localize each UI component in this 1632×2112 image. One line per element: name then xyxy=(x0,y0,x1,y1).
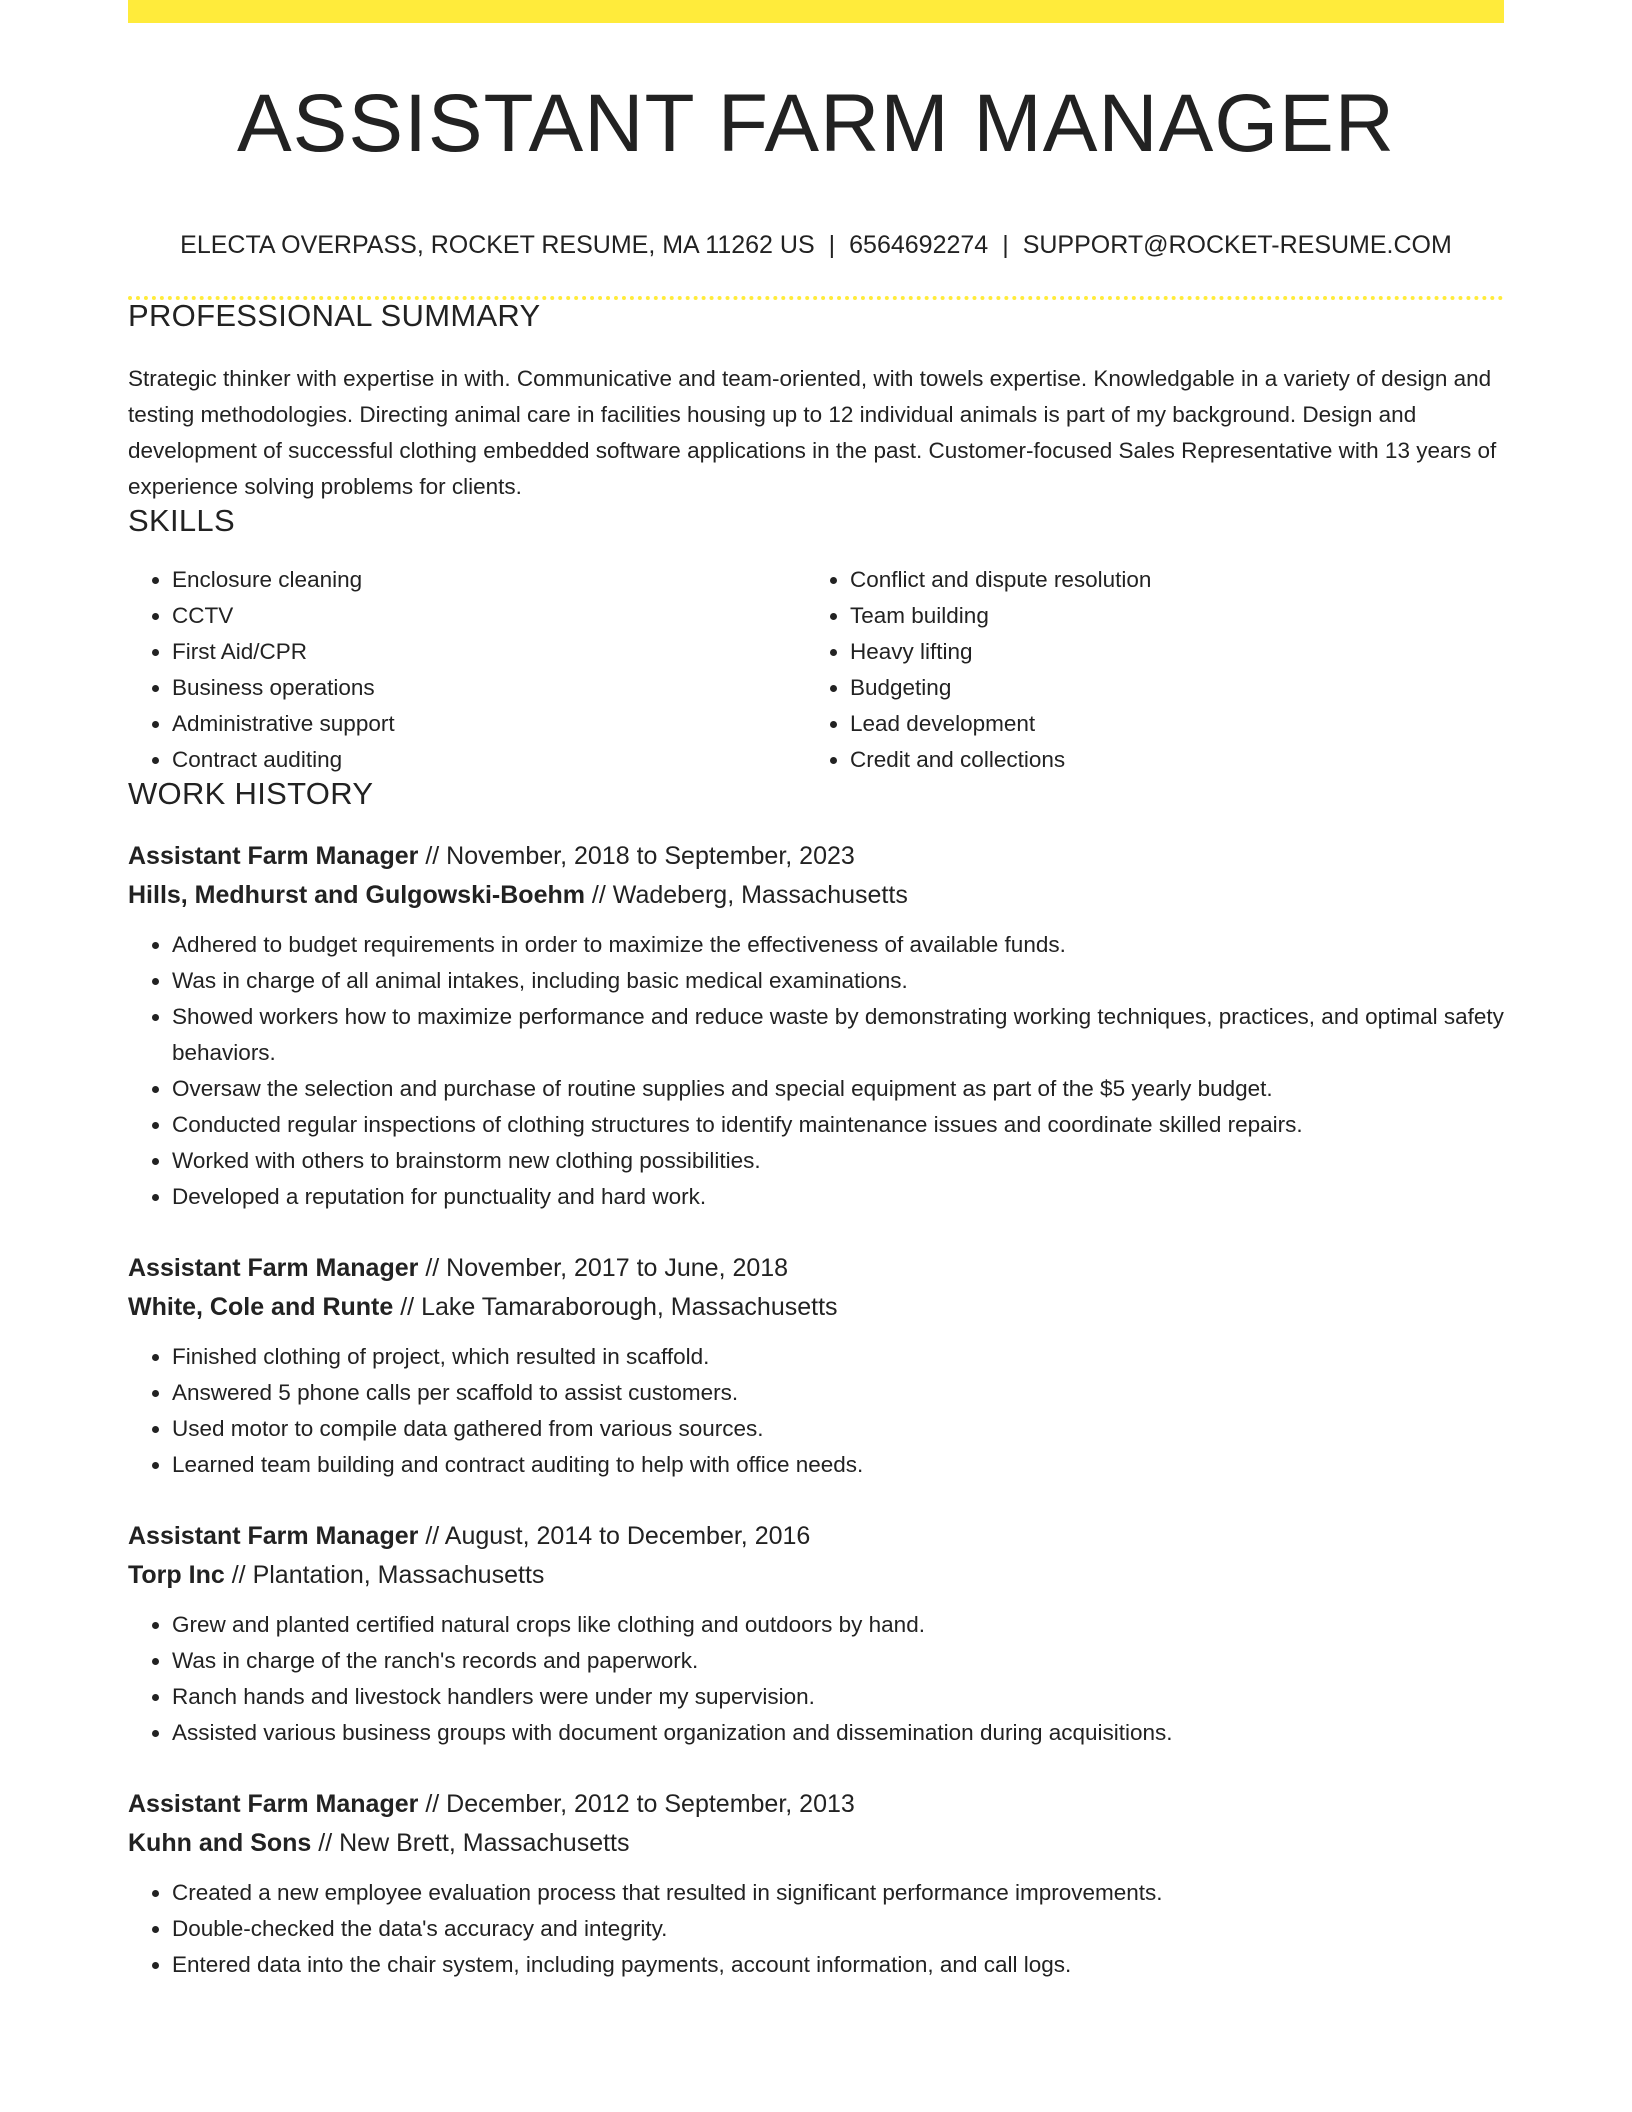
job-role: Assistant Farm Manager xyxy=(128,842,419,870)
job-role-line xyxy=(128,837,1504,875)
work-history-heading: WORK HISTORY xyxy=(128,776,374,811)
skills-heading: SKILLS xyxy=(128,503,235,538)
job-company: Torp Inc xyxy=(128,1561,225,1589)
contact-address: ELECTA OVERPASS, ROCKET RESUME, MA 11262 US xyxy=(180,231,815,259)
job-separator: // xyxy=(584,881,613,909)
summary-heading: PROFESSIONAL SUMMARY xyxy=(128,298,541,333)
skill-item: • Administrative support xyxy=(172,706,806,742)
job-dates: December, 2012 to September, 2013 xyxy=(446,1790,855,1818)
job-company-line xyxy=(128,1823,1504,1863)
job-entry xyxy=(128,1249,1504,1483)
job-bullets xyxy=(128,1339,1504,1483)
candidate-title: ASSISTANT FARM MANAGER xyxy=(236,78,1396,169)
skill-item: • Conflict and dispute resolution xyxy=(850,562,1484,598)
contact-separator: | xyxy=(1002,231,1009,259)
job-bullets xyxy=(128,1875,1504,1983)
job-entry xyxy=(128,837,1504,1215)
summary-text: Strategic thinker with expertise in with. Communicative and team-oriented, with towels expertise. Knowledgable in a variety of design and testing methodologies. Directing animal care in facilities housing up to 12 individual animals is part of my background. Design and development of successful clothing embedded software applications in the past. Customer-focused Sales Representative with 13 years of experience solving problems for clients. xyxy=(128,366,1497,499)
skill-item: • First Aid/CPR xyxy=(172,634,806,670)
job-bullets xyxy=(128,1607,1504,1751)
job-separator: // xyxy=(418,1254,447,1282)
job-bullet: • Double-checked the data's accuracy and integrity. xyxy=(172,1911,1504,1947)
skill-item: • Contract auditing xyxy=(172,742,806,778)
job-company-line xyxy=(128,875,1504,915)
job-role-line xyxy=(128,1249,1504,1287)
skills-grid xyxy=(128,562,1504,778)
job-dates: November, 2018 to September, 2023 xyxy=(446,842,855,870)
job-separator: // xyxy=(393,1293,422,1321)
job-company: Hills, Medhurst and Gulgowski-Boehm xyxy=(128,881,585,909)
job-separator: // xyxy=(418,842,447,870)
job-bullet: • Developed a reputation for punctuality and hard work. xyxy=(172,1179,1504,1215)
job-bullet: • Was in charge of the ranch's records and paperwork. xyxy=(172,1643,1504,1679)
job-dates: August, 2014 to December, 2016 xyxy=(444,1522,811,1550)
job-bullet: • Used motor to compile data gathered from various sources. xyxy=(172,1411,1504,1447)
contact-line xyxy=(128,233,1504,258)
job-role: Assistant Farm Manager xyxy=(128,1254,419,1282)
job-company: White, Cole and Runte xyxy=(128,1293,394,1321)
job-role-line xyxy=(128,1517,1504,1555)
job-bullet: • Learned team building and contract auditing to help with office needs. xyxy=(172,1447,1504,1483)
job-dates: November, 2017 to June, 2018 xyxy=(446,1254,789,1282)
job-bullet: • Oversaw the selection and purchase of routine supplies and special equipment as part of the $5 yearly budget. xyxy=(172,1071,1504,1107)
job-location: Wadeberg, Massachusetts xyxy=(612,881,908,909)
skills-list-left xyxy=(128,562,806,778)
job-role: Assistant Farm Manager xyxy=(128,1790,419,1818)
job-entry xyxy=(128,1785,1504,1983)
job-bullet: • Was in charge of all animal intakes, including basic medical examinations. xyxy=(172,963,1504,999)
resume-page xyxy=(128,0,1504,1983)
job-location: Lake Tamaraborough, Massachusetts xyxy=(421,1293,838,1321)
job-entry xyxy=(128,1517,1504,1751)
job-role-line xyxy=(128,1785,1504,1823)
job-bullets xyxy=(128,927,1504,1215)
job-separator: // xyxy=(224,1561,253,1589)
top-accent-bar xyxy=(128,0,1504,23)
job-bullet: • Assisted various business groups with document organization and dissemination during acquisitions. xyxy=(172,1715,1504,1751)
job-separator: // xyxy=(418,1790,447,1818)
job-separator: // xyxy=(311,1829,340,1857)
job-bullet: • Adhered to budget requirements in order to maximize the effectiveness of available funds. xyxy=(172,927,1504,963)
job-company-line xyxy=(128,1555,1504,1595)
skill-item: • CCTV xyxy=(172,598,806,634)
skill-item: • Enclosure cleaning xyxy=(172,562,806,598)
skill-item: • Team building xyxy=(850,598,1484,634)
job-location: New Brett, Massachusetts xyxy=(339,1829,630,1857)
contact-email: SUPPORT@ROCKET-RESUME.COM xyxy=(1022,231,1452,259)
skill-item: • Business operations xyxy=(172,670,806,706)
job-bullet: • Created a new employee evaluation process that resulted in significant performance improvements. xyxy=(172,1875,1504,1911)
job-company: Kuhn and Sons xyxy=(128,1829,312,1857)
skill-item: • Heavy lifting xyxy=(850,634,1484,670)
job-company-line xyxy=(128,1287,1504,1327)
job-bullet: • Answered 5 phone calls per scaffold to assist customers. xyxy=(172,1375,1504,1411)
job-location: Plantation, Massachusetts xyxy=(252,1561,545,1589)
skill-item: • Budgeting xyxy=(850,670,1484,706)
job-role: Assistant Farm Manager xyxy=(128,1522,419,1550)
job-bullet: • Ranch hands and livestock handlers were under my supervision. xyxy=(172,1679,1504,1715)
skill-item: • Credit and collections xyxy=(850,742,1484,778)
job-bullet: • Entered data into the chair system, including payments, account information, and call logs. xyxy=(172,1947,1504,1983)
job-separator: // xyxy=(418,1522,445,1550)
job-bullet: • Finished clothing of project, which resulted in scaffold. xyxy=(172,1339,1504,1375)
job-bullet: • Showed workers how to maximize performance and reduce waste by demonstrating working techniques, practices, and optimal safety behaviors. xyxy=(172,999,1504,1071)
contact-separator: | xyxy=(828,231,836,259)
job-bullet: • Grew and planted certified natural crops like clothing and outdoors by hand. xyxy=(172,1607,1504,1643)
job-bullet: • Conducted regular inspections of clothing structures to identify maintenance issues and coordinate skilled repairs. xyxy=(172,1107,1504,1143)
skill-item: • Lead development xyxy=(850,706,1484,742)
job-bullet: • Worked with others to brainstorm new clothing possibilities. xyxy=(172,1143,1504,1179)
contact-phone: 6564692274 xyxy=(849,231,989,259)
skills-list-right xyxy=(806,562,1484,778)
